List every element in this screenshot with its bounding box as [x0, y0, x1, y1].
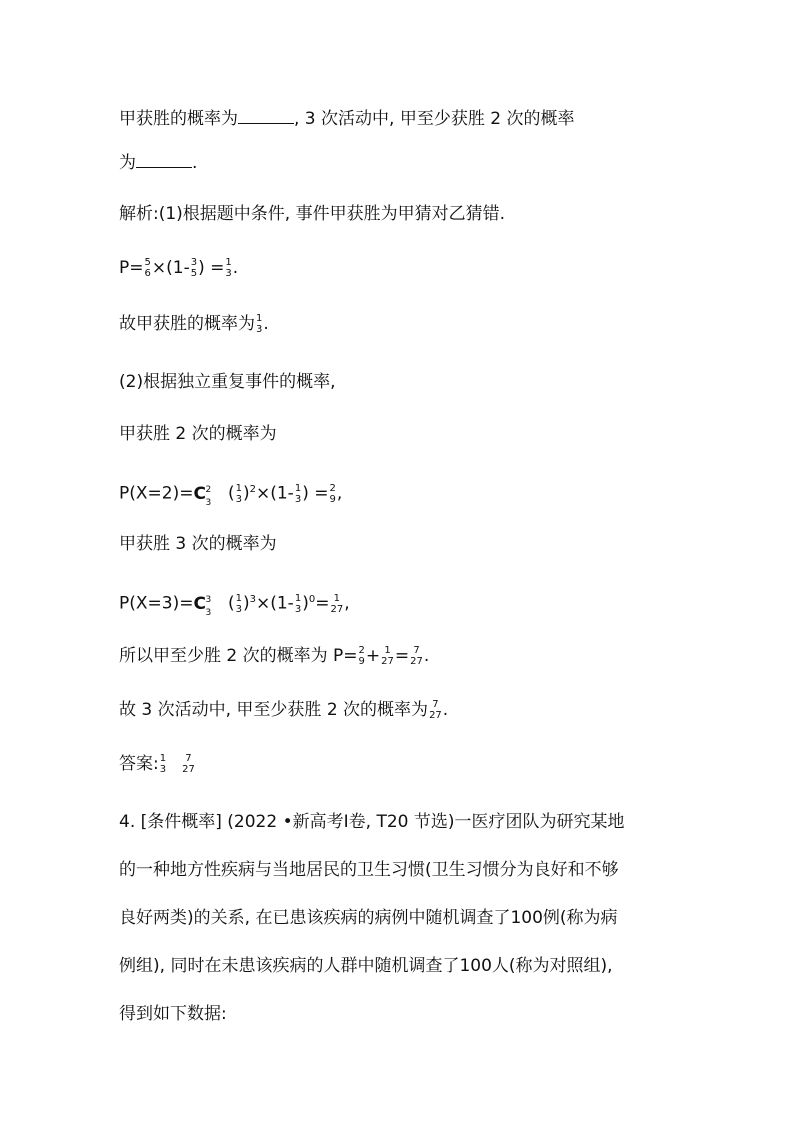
- formula-px3: [119, 589, 350, 618]
- fraction: 1 3: [159, 753, 167, 775]
- text: P(X=2)=: [119, 483, 194, 504]
- answer-blank-1: [238, 107, 294, 124]
- fraction: 5 6: [144, 257, 151, 279]
- text: .: [192, 153, 198, 173]
- question-line-1: [119, 107, 574, 130]
- solution-heading: [119, 203, 505, 225]
- text: 4. [条件概率] (2022 •新高考Ⅰ卷, T20 节选)一医疗团队为研究某地: [119, 812, 625, 832]
- exponent: 3: [249, 594, 256, 605]
- text: 例组), 同时在未患该疾病的人群中随机调查了100人(称为对照组),: [119, 956, 613, 976]
- text: (: [227, 483, 235, 504]
- question-4-line-5: [119, 1003, 227, 1025]
- text: 甲获胜 3 次的概率为: [119, 534, 277, 554]
- text: ,: [344, 593, 350, 614]
- question-line-2: [119, 151, 197, 174]
- fraction: 7 27: [429, 699, 442, 721]
- text: ×(1-: [255, 483, 294, 504]
- fraction: 2 9: [329, 482, 336, 505]
- text: 答案:: [119, 754, 159, 774]
- question-4-line-3: [119, 907, 618, 929]
- fraction: 1 3: [235, 592, 242, 615]
- text: 故 3 次活动中, 甲至少获胜 2 次的概率为: [119, 700, 429, 720]
- text: .: [232, 258, 239, 278]
- combination: C 2 3: [193, 483, 212, 508]
- fraction: 1 27: [330, 592, 344, 615]
- text: P(X=3)=: [119, 593, 194, 614]
- fraction: 1 3: [225, 257, 232, 279]
- fraction: 2 9: [358, 645, 365, 667]
- text: ) =: [302, 483, 329, 504]
- question-4-line-2: [119, 859, 619, 881]
- text: =: [315, 593, 330, 614]
- text: ) =: [198, 258, 225, 278]
- text: ): [242, 483, 250, 504]
- text: (2)根据独立重复事件的概率,: [119, 372, 336, 392]
- text: ): [242, 593, 250, 614]
- text: 解析:(1)根据题中条件, 事件甲获胜为甲猜对乙猜错.: [119, 204, 506, 224]
- text: 良好两类)的关系, 在已患该疾病的病例中随机调查了100例(称为病: [119, 908, 618, 928]
- text: ×(1-: [255, 593, 294, 614]
- fraction: 1 3: [235, 482, 242, 505]
- answer-line: [119, 753, 196, 775]
- question-4-line-4: [119, 955, 613, 977]
- text: .: [442, 700, 449, 720]
- text: ,: [336, 483, 343, 504]
- text: (: [227, 593, 235, 614]
- text: 故甲获胜的概率为: [119, 314, 255, 334]
- text: 得到如下数据:: [119, 1004, 227, 1024]
- text: , 3 次活动中, 甲至少获胜 2 次的概率: [294, 109, 575, 129]
- exponent: 0: [308, 594, 316, 605]
- combination: C 3 3: [193, 593, 212, 618]
- fraction: 1 3: [256, 313, 263, 335]
- text: 甲获胜 2 次的概率为: [119, 424, 277, 444]
- fraction: 7 27: [182, 753, 195, 775]
- text-line: [119, 533, 277, 555]
- fraction: 1 3: [294, 482, 302, 505]
- text: 甲获胜的概率为: [119, 109, 238, 129]
- text: 为: [119, 153, 136, 173]
- text: =: [394, 646, 410, 666]
- conclusion-3: [119, 699, 448, 721]
- text: .: [423, 646, 430, 666]
- text-line: [119, 423, 277, 445]
- fraction: 1 27: [381, 645, 394, 667]
- fraction: 1 3: [294, 592, 302, 615]
- solution-part-2: [119, 371, 335, 393]
- fraction: 3 5: [190, 257, 198, 279]
- formula-p: [119, 257, 238, 279]
- conclusion-1: [119, 313, 269, 335]
- text: .: [263, 314, 269, 334]
- fraction: 7 27: [410, 645, 423, 667]
- conclusion-2: [119, 645, 429, 667]
- question-4-line-1: [119, 811, 625, 833]
- text: 的一种地方性疾病与当地居民的卫生习惯(卫生习惯分为良好和不够: [119, 860, 619, 880]
- text: ): [302, 593, 309, 614]
- exponent: 2: [249, 484, 256, 495]
- text: ×(1-: [151, 258, 190, 278]
- answer-blank-2: [136, 151, 192, 168]
- text: +: [365, 646, 381, 666]
- text: 所以甲至少胜 2 次的概率为 P=: [119, 646, 358, 666]
- formula-px2: [119, 479, 343, 508]
- text: P=: [119, 258, 144, 278]
